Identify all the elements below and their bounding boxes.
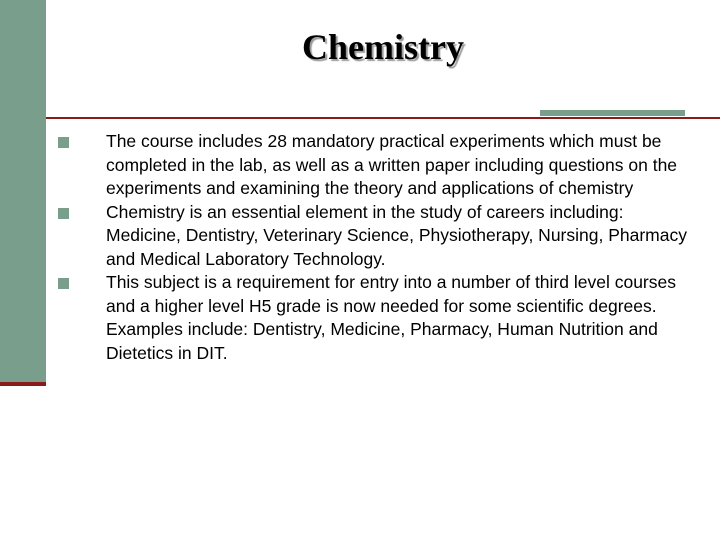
slide-title: Chemistry: [302, 27, 464, 67]
bullet-list: [58, 130, 698, 365]
square-bullet-icon: [58, 278, 69, 289]
bullet-text: The course includes 28 mandatory practical experiments which must be completed in the lab, as well as a written paper including questions on the experiments and examining the theory and applications of chemistry: [106, 131, 678, 198]
bullet-text: This subject is a requirement for entry into a number of third level courses and a higher level H5 grade is now needed for some scientific degrees. Examples include: Dentistry, Medicine, Pharmacy, Human Nutrition and Dietetics in DIT.: [106, 272, 676, 363]
left-decorative-bar: [0, 0, 46, 382]
bullet-item: [58, 271, 698, 365]
bullet-text: Chemistry is an essential element in the study of careers including: Medicine, Dentistry, Veterinary Science, Physiotherapy, Nursing, Pharmacy and Medical Laboratory Technology.: [106, 201, 687, 269]
left-bar-accent-line: [0, 382, 46, 386]
square-bullet-icon: [58, 137, 69, 148]
bullet-item: [58, 201, 698, 272]
title-divider: [46, 117, 720, 119]
square-bullet-icon: [58, 208, 69, 219]
title-rule-accent: [540, 110, 685, 116]
bullet-item: [58, 130, 698, 201]
